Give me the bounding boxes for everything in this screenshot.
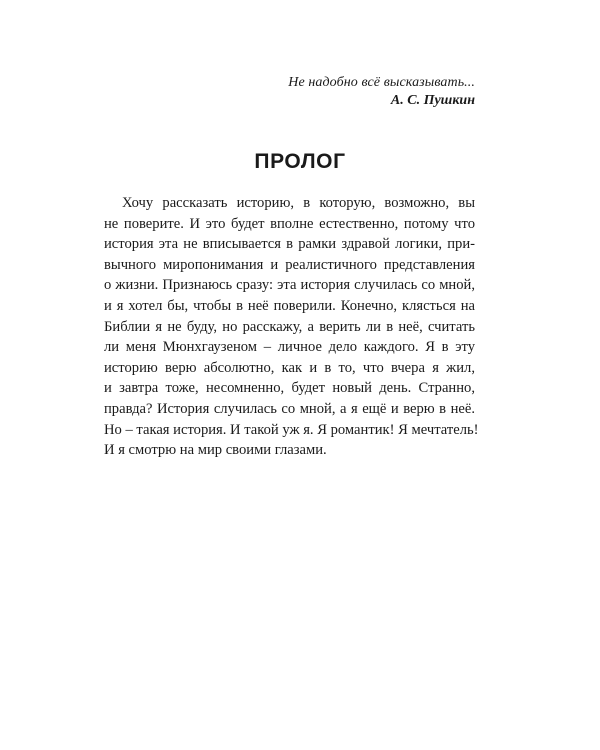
- epigraph-author: А. С. Пушкин: [390, 93, 475, 108]
- text-line: о жизни. Признаюсь сразу: эта история случилась со мной,: [104, 277, 475, 294]
- epigraph: [288, 74, 475, 110]
- text-line: вычного миропонимания и реалистичного представления: [104, 256, 475, 273]
- text-line: история эта не вписывается в рамки здравой логики, при-: [104, 236, 475, 253]
- text-line: Библии я не буду, но расскажу, а верить ли в неё, считать: [104, 318, 475, 335]
- chapter-title: ПРОЛОГ: [254, 150, 346, 173]
- text-line: Но – такая история. И такой уж я. Я романтик! Я мечтатель!: [104, 421, 479, 438]
- text-line: И я смотрю на мир своими глазами.: [104, 442, 327, 459]
- text-line: Хочу рассказать историю, в которую, возможно, вы: [122, 195, 475, 211]
- text-line: не поверите. И это будет вполне естественно, потому что: [104, 215, 475, 232]
- text-line: ли меня Мюнхгаузеном – личное дело каждого. Я в эту: [104, 339, 475, 356]
- epigraph-quote: Не надобно всё высказывать...: [288, 75, 475, 90]
- text-line: и завтра тоже, несомненно, будет новый день. Странно,: [104, 380, 475, 397]
- prologue-paragraph: [104, 193, 479, 461]
- text-line: и я хотел бы, чтобы в неё поверили. Конечно, клясться на: [104, 297, 475, 314]
- text-line: историю верю абсолютно, как и в то, что вчера я жил,: [104, 359, 475, 376]
- text-line: правда? История случилась со мной, а я ещё и верю в неё.: [104, 400, 475, 417]
